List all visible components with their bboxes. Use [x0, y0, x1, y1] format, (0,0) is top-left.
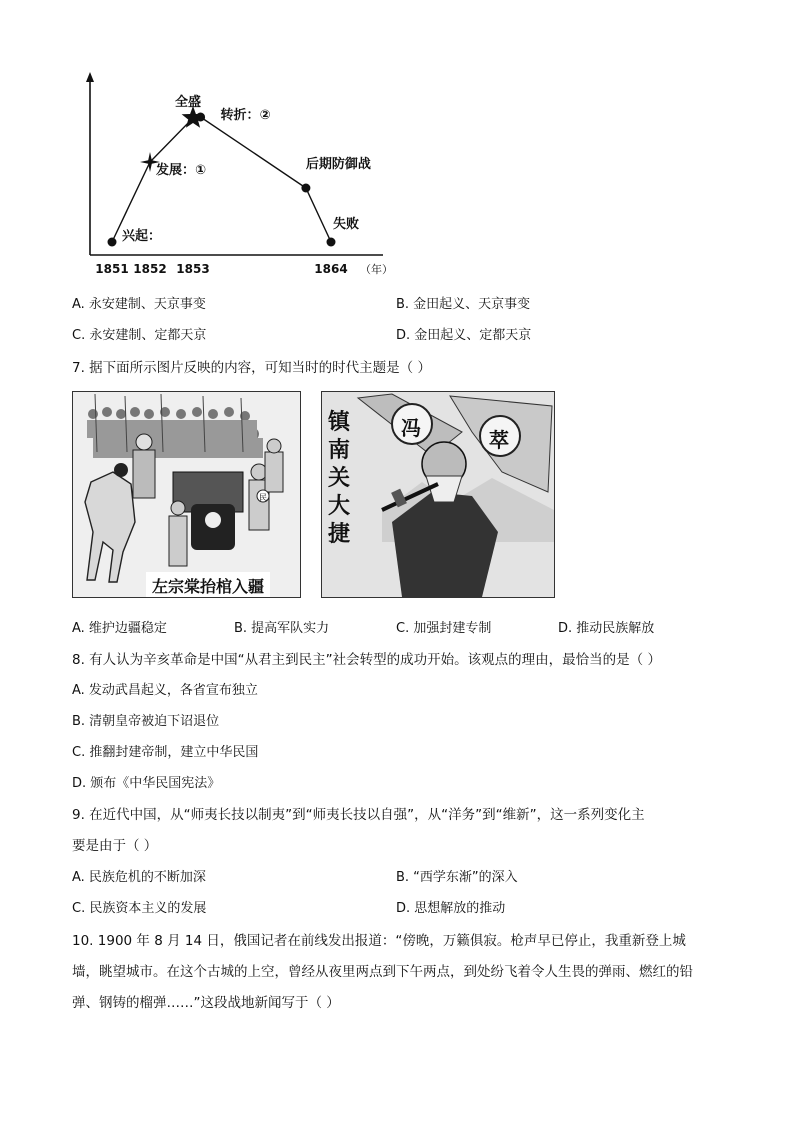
data-point — [196, 113, 205, 122]
flag-cui-char: 萃 — [489, 428, 509, 452]
point-label: 转折：② — [220, 108, 271, 123]
point-label: 发展：① — [156, 163, 207, 178]
q7-option-a[interactable]: A. 维护边疆稳定 — [72, 621, 167, 636]
y-axis-arrow — [86, 72, 94, 82]
q8-option-a[interactable]: A. 发动武昌起义，各省宣布独立 — [72, 683, 258, 698]
title-char: 南 — [328, 437, 351, 463]
point-label: 后期防御战 — [305, 157, 371, 172]
title-char: 捷 — [328, 521, 351, 547]
x-tick-label: 1851 — [95, 262, 129, 276]
x-tick-label: 1853 — [176, 262, 210, 276]
title-char: 镇 — [328, 409, 351, 435]
point-label: 全盛 — [175, 95, 202, 110]
q7-option-b[interactable]: B. 提高军队实力 — [234, 621, 330, 636]
q7-option-c[interactable]: C. 加强封建专制 — [396, 621, 492, 636]
zuo-zongtang-illustration — [73, 392, 300, 597]
flag-feng-char: 冯 — [401, 416, 421, 440]
q10-line2: 墙，眺望城市。在这个古城的上空，曾经从夜里两点到下午两点，到处纷飞着令人生畏的弹雨、燃红的铅 — [72, 964, 693, 980]
data-point — [108, 238, 117, 247]
point-label: 失败 — [333, 217, 360, 232]
q6-option-b[interactable]: B. 金田起义、天京事变 — [396, 297, 531, 312]
q10-line1: 10. 1900 年 8 月 14 日，俄国记者在前线发出报道：“傍晚，万籁俱寂。枪声早已停止，我重新登上城 — [72, 933, 686, 949]
q10-line3: 弹、钢铸的榴弹……”这段战地新闻写于（ ） — [72, 995, 340, 1011]
q9-option-d[interactable]: D. 思想解放的推动 — [396, 901, 506, 916]
q8-option-d[interactable]: D. 颁布《中华民国宪法》 — [72, 776, 221, 791]
zhennanguan-illustration — [322, 392, 554, 597]
q7-stem: 7. 据下面所示图片反映的内容，可知当时的时代主题是（ ） — [72, 360, 431, 376]
zhennanguan-vertical-title — [328, 408, 354, 548]
q8-option-c[interactable]: C. 推翻封建帝制，建立中华民国 — [72, 745, 259, 760]
q9-stem-line1: 9. 在近代中国，从“师夷长技以制夷”到“师夷长技以自强”，从“洋务”到“维新”，这一系列变化主 — [72, 807, 645, 823]
q6-option-a[interactable]: A. 永安建制、天京事变 — [72, 297, 206, 312]
zhennanguan-image — [321, 391, 555, 598]
line-chart — [0, 0, 794, 290]
point-label: 兴起： — [122, 229, 162, 244]
chart-marks — [95, 94, 393, 276]
q9-stem-line2: 要是由于（ ） — [72, 838, 158, 854]
q7-option-d[interactable]: D. 推动民族解放 — [558, 621, 655, 636]
title-char: 大 — [328, 493, 351, 519]
x-tick-label: 1864 — [314, 262, 348, 276]
x-axis-unit: （年） — [360, 263, 393, 276]
q9-option-b[interactable]: B. “西学东渐”的深入 — [396, 870, 518, 885]
min-badge-glyph: 民 — [259, 493, 267, 502]
q6-option-c[interactable]: C. 永安建制、定都天京 — [72, 328, 207, 343]
q9-option-c[interactable]: C. 民族资本主义的发展 — [72, 901, 207, 916]
q8-option-b[interactable]: B. 清朝皇帝被迫下诏退位 — [72, 714, 220, 729]
q8-stem: 8. 有人认为辛亥革命是中国“从君主到民主”社会转型的成功开始。该观点的理由，最恰当的是（ ） — [72, 652, 661, 668]
zuo-zongtang-image — [72, 391, 301, 598]
x-tick-label: 1852 — [133, 262, 167, 276]
data-point — [301, 184, 310, 193]
q9-option-a[interactable]: A. 民族危机的不断加深 — [72, 870, 206, 885]
zuo-zongtang-caption: 左宗棠抬棺入疆 — [146, 572, 270, 598]
title-char: 关 — [328, 465, 351, 491]
trend-line — [112, 117, 331, 242]
data-point — [327, 238, 336, 247]
q6-option-d[interactable]: D. 金田起义、定都天京 — [396, 328, 532, 343]
